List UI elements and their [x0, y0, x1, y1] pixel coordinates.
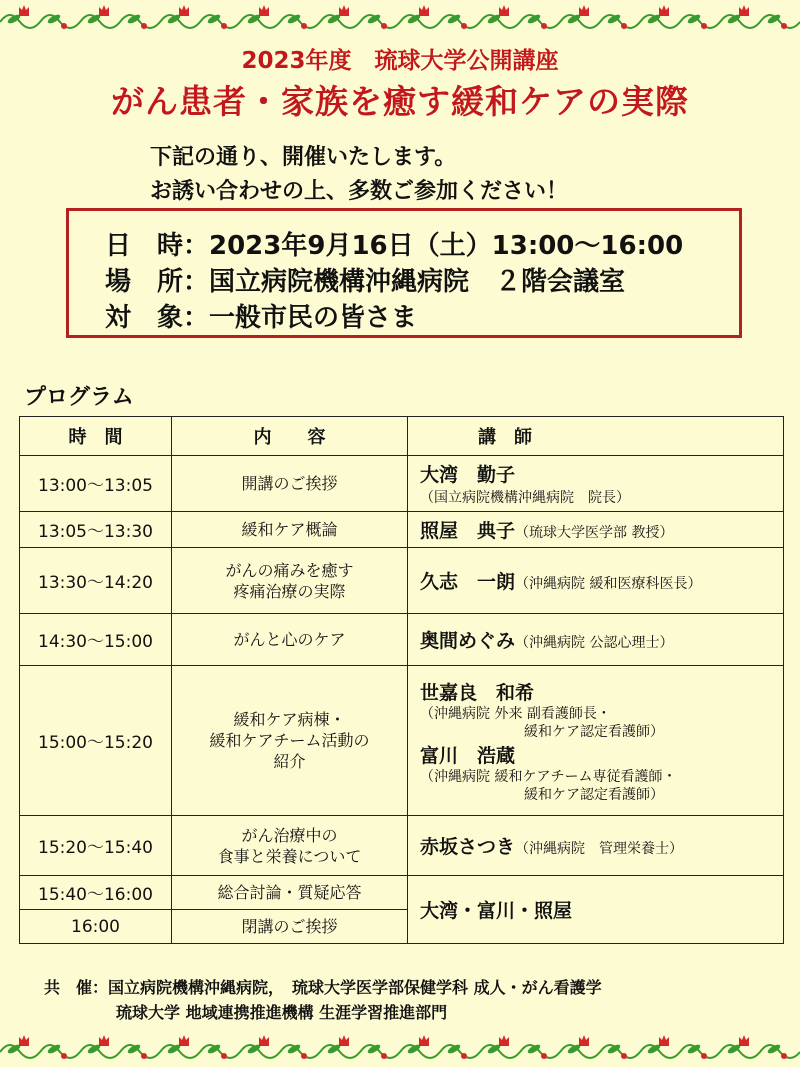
content-line: 緩和ケアチーム活動の	[209, 731, 370, 750]
lecturer-name: 奥間めぐみ	[420, 630, 516, 652]
intro-line-2: お誘い合わせの上、多数ご参加ください！	[150, 179, 569, 204]
table-row	[20, 816, 784, 876]
row-time: 14:30～15:00	[20, 614, 172, 666]
lecturer-affiliation: （沖縄病院 外来 副看護師長・	[420, 705, 611, 722]
header-time: 時 間	[20, 417, 172, 456]
lecturer-name: 富川 浩蔵	[420, 744, 516, 767]
lecturer-affiliation: （沖縄病院 緩和ケアチーム専従看護師・	[420, 768, 677, 785]
row-lecturer	[408, 816, 784, 876]
tulip-vine-icon	[0, 1030, 800, 1064]
intro-line-1: 下記の通り、開催いたします。	[150, 145, 457, 170]
content-line: 緩和ケア病棟・	[233, 710, 346, 729]
lecturer-affiliation: （沖縄病院 管理栄養士）	[515, 841, 684, 857]
row-time: 13:00～13:05	[20, 456, 172, 512]
lecturer-affiliation: （琉球大学医学部 教授）	[515, 525, 674, 541]
lecturer-name: 世嘉良 和希	[420, 681, 535, 704]
row-lecturer	[408, 614, 784, 666]
row-content: 閉講のご挨拶	[172, 910, 408, 944]
co-sponsor-line: 共 催：国立病院機構沖縄病院， 琉球大学医学部保健学科 成人・がん看護学	[44, 978, 602, 997]
row-lecturer	[408, 876, 784, 944]
bottom-garland	[0, 1030, 800, 1064]
table-row	[20, 512, 784, 548]
table-row	[20, 876, 784, 910]
top-garland	[0, 0, 800, 34]
row-content: がんと心のケア	[172, 614, 408, 666]
event-info-box	[66, 208, 742, 338]
lecturer-affiliation: （沖縄病院 緩和医療科医長）	[515, 576, 702, 592]
page-title: がん患者・家族を癒す緩和ケアの実際	[111, 82, 689, 121]
row-content: 開講のご挨拶	[172, 456, 408, 512]
content-line: 食事と栄養について	[217, 846, 362, 866]
event-datetime: 日 時：2023年9月16日（土）13:00～16:00	[105, 231, 684, 261]
lecturer-affiliation: 緩和ケア認定看護師）	[524, 723, 664, 740]
row-content	[172, 548, 408, 614]
table-row	[20, 666, 784, 816]
content-line: 疼痛治療の実際	[233, 581, 346, 601]
lecturer-name: 赤坂さつき	[420, 836, 516, 858]
lecturer-name: 照屋 典子	[420, 520, 516, 542]
header-content: 内 容	[172, 417, 408, 456]
table-row	[20, 548, 784, 614]
lecturer-affiliation: （国立病院機構沖縄病院 院長）	[420, 490, 630, 506]
content-line: がん治療中の	[241, 825, 338, 845]
event-place: 場 所：国立病院機構沖縄病院 ２階会議室	[105, 267, 626, 297]
table-row	[20, 456, 784, 512]
row-content	[172, 666, 408, 816]
program-table	[19, 416, 784, 944]
lecturer-affiliation: （沖縄病院 公認心理士）	[515, 635, 674, 651]
row-lecturer	[408, 512, 784, 548]
lecturer-name: 大湾・富川・照屋	[420, 900, 573, 922]
tulip-vine-icon	[0, 0, 800, 34]
row-time: 15:40～16:00	[20, 876, 172, 910]
row-time: 16:00	[20, 910, 172, 944]
program-heading: プログラム	[24, 385, 134, 410]
row-time: 13:30～14:20	[20, 548, 172, 614]
lecturer-name: 久志 一朗	[420, 571, 516, 593]
row-lecturer	[408, 666, 784, 816]
co-sponsors	[44, 975, 602, 1025]
table-header-row	[20, 417, 784, 456]
co-sponsor-line: 琉球大学 地域連携推進機構 生涯学習推進部門	[116, 1003, 448, 1022]
row-content: 総合討論・質疑応答	[172, 876, 408, 910]
content-line: がんの痛みを癒す	[225, 560, 354, 580]
content-line: 紹介	[273, 752, 306, 771]
lecturer-affiliation: 緩和ケア認定看護師）	[524, 786, 664, 803]
event-target: 対 象：一般市民の皆さま	[105, 303, 418, 333]
row-time: 15:00～15:20	[20, 666, 172, 816]
lecturer-name: 大湾 勤子	[420, 464, 516, 486]
row-time: 13:05～13:30	[20, 512, 172, 548]
row-lecturer	[408, 548, 784, 614]
table-row	[20, 614, 784, 666]
row-lecturer	[408, 456, 784, 512]
row-content	[172, 816, 408, 876]
header-lecturer: 講 師	[408, 417, 784, 456]
row-time: 15:20～15:40	[20, 816, 172, 876]
row-content: 緩和ケア概論	[172, 512, 408, 548]
page-subtitle: 2023年度 琉球大学公開講座	[241, 48, 559, 74]
